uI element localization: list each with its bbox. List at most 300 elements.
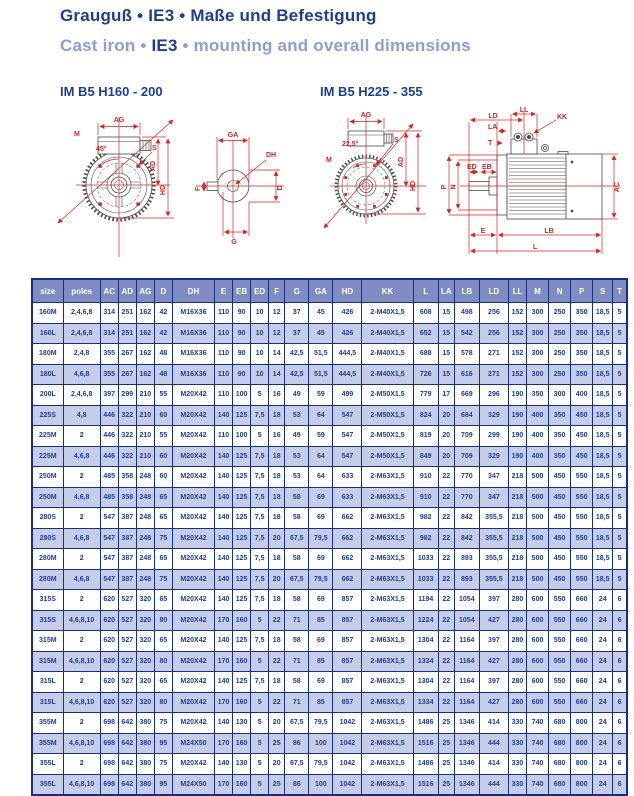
table-cell: 350 [549, 426, 571, 447]
table-cell: 18 [269, 446, 285, 467]
table-cell: 65 [154, 508, 172, 529]
table-cell: M20X42 [172, 672, 214, 693]
table-row [32, 446, 627, 467]
size-cell: 315S [32, 590, 63, 611]
table-cell: 485 [100, 467, 118, 488]
table-cell: 18 [269, 590, 285, 611]
table-cell: 322 [118, 405, 136, 426]
table-cell: 1486 [413, 713, 438, 734]
table-cell: 355,5 [479, 549, 508, 570]
table-cell: 600 [526, 692, 548, 713]
table-cell: 500 [526, 528, 548, 549]
table-cell: 170 [215, 733, 233, 754]
table-cell: 22 [438, 549, 454, 570]
table-cell: 450 [571, 446, 593, 467]
table-row [32, 467, 627, 488]
column-header: size [32, 279, 63, 303]
dim-label-hd: HD [160, 184, 167, 196]
dim-label-l: L [532, 244, 538, 251]
table-cell: 4,6,8,10 [63, 774, 100, 795]
table-cell: 450 [549, 528, 571, 549]
table-cell: 4,6,8,10 [63, 733, 100, 754]
table-cell: 4,6,8 [63, 487, 100, 508]
table-cell: 355,5 [479, 569, 508, 590]
size-cell: 355M [32, 733, 63, 754]
size-cell: 315M [32, 631, 63, 652]
table-cell: 152 [508, 303, 526, 324]
table-cell: 250 [549, 323, 571, 344]
table-cell: 5 [613, 303, 627, 324]
table-cell: 740 [526, 774, 548, 795]
table-cell: M20X42 [172, 692, 214, 713]
dim-label-angle225: 22,5° [342, 141, 359, 148]
table-cell: 2-M63X1,5 [362, 692, 413, 713]
table-cell: 2-M50X1,5 [362, 405, 413, 426]
table-cell: 2-M63X1,5 [362, 467, 413, 488]
table-cell: 24 [593, 692, 613, 713]
table-cell: 320 [136, 692, 154, 713]
table-cell: 10 [251, 364, 269, 385]
table-header-row [32, 279, 627, 303]
table-cell: 800 [571, 733, 593, 754]
table-cell: 190 [508, 405, 526, 426]
table-cell: 320 [136, 590, 154, 611]
table-cell: 4,6,8,10 [63, 651, 100, 672]
table-cell: 620 [100, 651, 118, 672]
table-cell: 6 [613, 754, 627, 775]
table-cell: 6 [613, 713, 627, 734]
table-cell: 355 [100, 364, 118, 385]
table-cell: 22 [438, 610, 454, 631]
size-cell: 355L [32, 754, 63, 775]
dim-label-ac: AC [614, 181, 621, 193]
table-cell: 400 [571, 385, 593, 406]
table-cell: 578 [454, 344, 479, 365]
table-cell: 20 [269, 528, 285, 549]
table-body [32, 303, 627, 796]
table-cell: 397 [479, 631, 508, 652]
diagram-title-left: IM B5 H160 - 200 [60, 84, 163, 99]
table-cell: 726 [413, 364, 438, 385]
table-cell: M20X42 [172, 549, 214, 570]
table-cell: 20 [438, 446, 454, 467]
dim-label-t: T [488, 140, 493, 147]
table-cell: 1042 [333, 713, 362, 734]
table-cell: M20X42 [172, 590, 214, 611]
table-cell: 485 [100, 487, 118, 508]
table-cell: 4,6,8 [63, 446, 100, 467]
table-cell: 5 [251, 385, 269, 406]
table-cell: 6 [613, 651, 627, 672]
table-cell: 608 [413, 303, 438, 324]
column-header: LA [438, 279, 454, 303]
table-cell: 55 [154, 426, 172, 447]
table-cell: 350 [526, 385, 548, 406]
table-cell: 2-M63X1,5 [362, 549, 413, 570]
table-cell: 22 [438, 590, 454, 611]
table-cell: 2-M63X1,5 [362, 569, 413, 590]
table-cell: 160 [233, 733, 251, 754]
table-cell: 5 [613, 364, 627, 385]
table-cell: 80 [154, 610, 172, 631]
table-cell: 125 [233, 467, 251, 488]
dim-label-ag2: AG [360, 112, 372, 119]
table-cell: 7,5 [251, 446, 269, 467]
table-cell: 18 [269, 672, 285, 693]
table-cell: 1304 [413, 672, 438, 693]
table-cell: M24X50 [172, 774, 214, 795]
table-row [32, 303, 627, 324]
table-cell: 95 [154, 733, 172, 754]
table-cell: 800 [571, 774, 593, 795]
table-cell: 22 [438, 692, 454, 713]
table-cell: 550 [571, 467, 593, 488]
table-cell: 95 [154, 774, 172, 795]
table-cell: 42 [154, 323, 172, 344]
table-cell: 15 [438, 303, 454, 324]
table-cell: 2-M63X1,5 [362, 528, 413, 549]
table-cell: 42 [154, 303, 172, 324]
table-cell: 1164 [454, 672, 479, 693]
table-cell: 450 [549, 549, 571, 570]
table-cell: 500 [526, 467, 548, 488]
table-cell: 397 [479, 672, 508, 693]
table-cell: 250 [549, 364, 571, 385]
table-cell: 14 [269, 344, 285, 365]
table-cell: 18 [269, 508, 285, 529]
table-cell: 25 [438, 774, 454, 795]
table-cell: 600 [526, 590, 548, 611]
dim-label-p: P [441, 184, 448, 190]
table-cell: 446 [100, 446, 118, 467]
table-cell: 20 [269, 754, 285, 775]
table-cell: 271 [479, 364, 508, 385]
table-cell: 71 [285, 610, 309, 631]
table-cell: 280 [508, 610, 526, 631]
table-cell: 160 [233, 774, 251, 795]
table-cell: 25 [438, 733, 454, 754]
column-header: LB [454, 279, 479, 303]
dim-label-ad: AD [150, 160, 157, 172]
table-cell: 69 [309, 631, 333, 652]
table-cell: 1486 [413, 754, 438, 775]
table-cell: 849 [413, 446, 438, 467]
table-cell: 69 [309, 508, 333, 529]
table-cell: 45 [309, 303, 333, 324]
table-cell: 18,5 [593, 487, 613, 508]
table-cell: 633 [333, 467, 362, 488]
table-cell: 400 [526, 405, 548, 426]
table-cell: 300 [549, 385, 571, 406]
dim-label-g: G [231, 239, 237, 246]
column-header: DH [172, 279, 214, 303]
table-cell: 140 [215, 549, 233, 570]
table-cell: 1334 [413, 651, 438, 672]
table-cell: 1346 [454, 713, 479, 734]
table-cell: 600 [526, 631, 548, 652]
table-cell: 22 [438, 508, 454, 529]
table-cell: 58 [285, 487, 309, 508]
table-cell: 616 [454, 364, 479, 385]
table-cell: 320 [136, 631, 154, 652]
table-cell: 24 [593, 590, 613, 611]
subtitle-ie3: IE3 [151, 36, 178, 55]
table-cell: 669 [454, 385, 479, 406]
table-cell: 1346 [454, 774, 479, 795]
dim-label-f: F [195, 186, 202, 192]
table-cell: 550 [549, 631, 571, 652]
table-cell: 688 [413, 344, 438, 365]
table-cell: 350 [549, 446, 571, 467]
table-cell: 320 [136, 610, 154, 631]
column-header: KK [362, 279, 413, 303]
table-cell: 55 [154, 385, 172, 406]
table-cell: 550 [549, 692, 571, 713]
dim-label-lb: LB [544, 228, 554, 235]
table-cell: 18,5 [593, 323, 613, 344]
table-cell: 2 [63, 549, 100, 570]
table-cell: 857 [333, 590, 362, 611]
table-cell: 500 [526, 487, 548, 508]
table-cell: 125 [233, 528, 251, 549]
table-cell: 5 [251, 733, 269, 754]
table-cell: 2 [63, 631, 100, 652]
table-cell: 18,5 [593, 508, 613, 529]
column-header: N [549, 279, 571, 303]
table-cell: 380 [136, 713, 154, 734]
table-cell: 65 [154, 631, 172, 652]
column-header: AC [100, 279, 118, 303]
table-cell: 110 [215, 323, 233, 344]
table-cell: 329 [479, 446, 508, 467]
table-cell: 2,4,6,8 [63, 385, 100, 406]
table-cell: 100 [233, 385, 251, 406]
table-cell: 2-M63X1,5 [362, 754, 413, 775]
table-cell: 42,5 [285, 364, 309, 385]
table-cell: 2-M63X1,5 [362, 508, 413, 529]
table-cell: 819 [413, 426, 438, 447]
size-cell: 180L [32, 364, 63, 385]
table-cell: 414 [479, 713, 508, 734]
dim-label-angle45: 45° [96, 146, 107, 153]
dim-label-s2: S [394, 137, 399, 144]
table-cell: 7,5 [251, 590, 269, 611]
table-cell: 22 [438, 569, 454, 590]
table-cell: 48 [154, 344, 172, 365]
table-cell: 1042 [333, 733, 362, 754]
table-cell: 58 [285, 508, 309, 529]
table-cell: 620 [100, 692, 118, 713]
table-cell: 2-M40X1,5 [362, 364, 413, 385]
table-cell: 2-M63X1,5 [362, 651, 413, 672]
table-cell: 6 [613, 733, 627, 754]
table-cell: 53 [285, 467, 309, 488]
table-cell: 190 [508, 426, 526, 447]
table-cell: 347 [479, 487, 508, 508]
table-cell: 600 [526, 610, 548, 631]
table-cell: 53 [285, 405, 309, 426]
column-header: S [593, 279, 613, 303]
table-cell: 4,6,8 [63, 364, 100, 385]
table-cell: 380 [136, 733, 154, 754]
table-cell: 400 [526, 426, 548, 447]
table-cell: 1334 [413, 692, 438, 713]
table-cell: 550 [571, 569, 593, 590]
table-cell: 550 [549, 672, 571, 693]
table-cell: 680 [549, 754, 571, 775]
table-cell: 527 [118, 610, 136, 631]
table-cell: 7,5 [251, 508, 269, 529]
table-cell: 140 [215, 487, 233, 508]
table-cell: 267 [118, 364, 136, 385]
table-cell: 100 [309, 774, 333, 795]
table-cell: 90 [233, 323, 251, 344]
table-cell: 660 [571, 692, 593, 713]
table-cell: 280 [508, 590, 526, 611]
table-cell: 547 [100, 569, 118, 590]
column-header: poles [63, 279, 100, 303]
table-cell: 7,5 [251, 487, 269, 508]
size-cell: 160L [32, 323, 63, 344]
table-cell: 280 [508, 651, 526, 672]
table-cell: 857 [333, 672, 362, 693]
table-cell: 330 [508, 713, 526, 734]
table-cell: M20X42 [172, 754, 214, 775]
table-cell: 5 [613, 426, 627, 447]
size-cell: 225M [32, 426, 63, 447]
table-cell: 4,8 [63, 405, 100, 426]
table-cell: 125 [233, 590, 251, 611]
table-cell: 400 [526, 446, 548, 467]
table-cell: 6 [613, 672, 627, 693]
table-cell: 2-M63X1,5 [362, 713, 413, 734]
table-cell: M20X42 [172, 610, 214, 631]
table-cell: 10 [251, 323, 269, 344]
table-cell: 24 [593, 651, 613, 672]
table-cell: 160 [233, 651, 251, 672]
table-cell: 5 [613, 508, 627, 529]
table-cell: 18,5 [593, 528, 613, 549]
table-cell: 251 [118, 323, 136, 344]
table-cell: 162 [136, 323, 154, 344]
column-header: LL [508, 279, 526, 303]
table-cell: 75 [154, 713, 172, 734]
dim-label-ad2: AD [398, 156, 405, 168]
column-header: D [154, 279, 172, 303]
table-cell: 547 [100, 508, 118, 529]
table-cell: 64 [309, 405, 333, 426]
table-cell: 20 [269, 569, 285, 590]
technical-drawing-b5-h225-355 [318, 102, 634, 272]
table-cell: 527 [118, 672, 136, 693]
table-cell: 5 [613, 446, 627, 467]
table-cell: 1054 [454, 610, 479, 631]
table-cell: 6 [613, 631, 627, 652]
size-cell: 315S [32, 610, 63, 631]
technical-drawing-b5-h160-200 [38, 102, 310, 272]
table-cell: 450 [549, 569, 571, 590]
table-cell: 42,5 [285, 344, 309, 365]
table-cell: 218 [508, 549, 526, 570]
table-cell: 22 [438, 651, 454, 672]
dimensions-table [31, 278, 628, 796]
table-cell: 248 [136, 528, 154, 549]
table-row [32, 487, 627, 508]
table-cell: 2-M63X1,5 [362, 672, 413, 693]
table-cell: 49 [285, 426, 309, 447]
table-cell: 547 [100, 528, 118, 549]
table-cell: 125 [233, 405, 251, 426]
dim-label-n: N [450, 184, 458, 190]
table-cell: 387 [118, 549, 136, 570]
table-cell: 527 [118, 590, 136, 611]
table-cell: 824 [413, 405, 438, 426]
table-cell: 60 [154, 405, 172, 426]
table-cell: 450 [549, 508, 571, 529]
table-cell: 910 [413, 487, 438, 508]
table-cell: 65 [154, 549, 172, 570]
table-cell: 280 [508, 672, 526, 693]
table-cell: 1033 [413, 569, 438, 590]
table-cell: 698 [100, 754, 118, 775]
table-cell: 397 [479, 590, 508, 611]
table-cell: 18,5 [593, 364, 613, 385]
table-cell: 75 [154, 528, 172, 549]
table-cell: 218 [508, 487, 526, 508]
table-cell: 660 [571, 631, 593, 652]
table-cell: 58 [285, 590, 309, 611]
table-cell: 5 [613, 549, 627, 570]
table-cell: 642 [118, 713, 136, 734]
table-cell: 620 [100, 631, 118, 652]
table-cell: 299 [118, 385, 136, 406]
table-cell: 550 [571, 528, 593, 549]
table-cell: 350 [571, 364, 593, 385]
table-cell: 210 [136, 405, 154, 426]
table-cell: 90 [233, 303, 251, 324]
table-cell: M20X42 [172, 569, 214, 590]
table-cell: 6 [613, 692, 627, 713]
table-cell: 320 [136, 672, 154, 693]
table-row [32, 405, 627, 426]
table-cell: 140 [215, 713, 233, 734]
table-cell: 140 [215, 508, 233, 529]
table-cell: 59 [309, 426, 333, 447]
table-cell: 660 [571, 672, 593, 693]
table-cell: 387 [118, 569, 136, 590]
table-cell: 1164 [454, 651, 479, 672]
table-cell: 662 [333, 508, 362, 529]
table-cell: 250 [549, 303, 571, 324]
table-cell: 982 [413, 508, 438, 529]
table-cell: 5 [613, 344, 627, 365]
column-header: LD [479, 279, 508, 303]
table-cell: 17 [438, 385, 454, 406]
table-cell: 380 [136, 754, 154, 775]
table-cell: 329 [479, 405, 508, 426]
table-cell: 7,5 [251, 528, 269, 549]
table-cell: 65 [154, 672, 172, 693]
table-cell: 110 [215, 426, 233, 447]
table-cell: 1346 [454, 733, 479, 754]
column-header: P [571, 279, 593, 303]
table-cell: 5 [613, 323, 627, 344]
table-cell: 7,5 [251, 549, 269, 570]
table-cell: 5 [613, 385, 627, 406]
table-cell: 15 [438, 344, 454, 365]
table-cell: 69 [309, 487, 333, 508]
size-cell: 200L [32, 385, 63, 406]
